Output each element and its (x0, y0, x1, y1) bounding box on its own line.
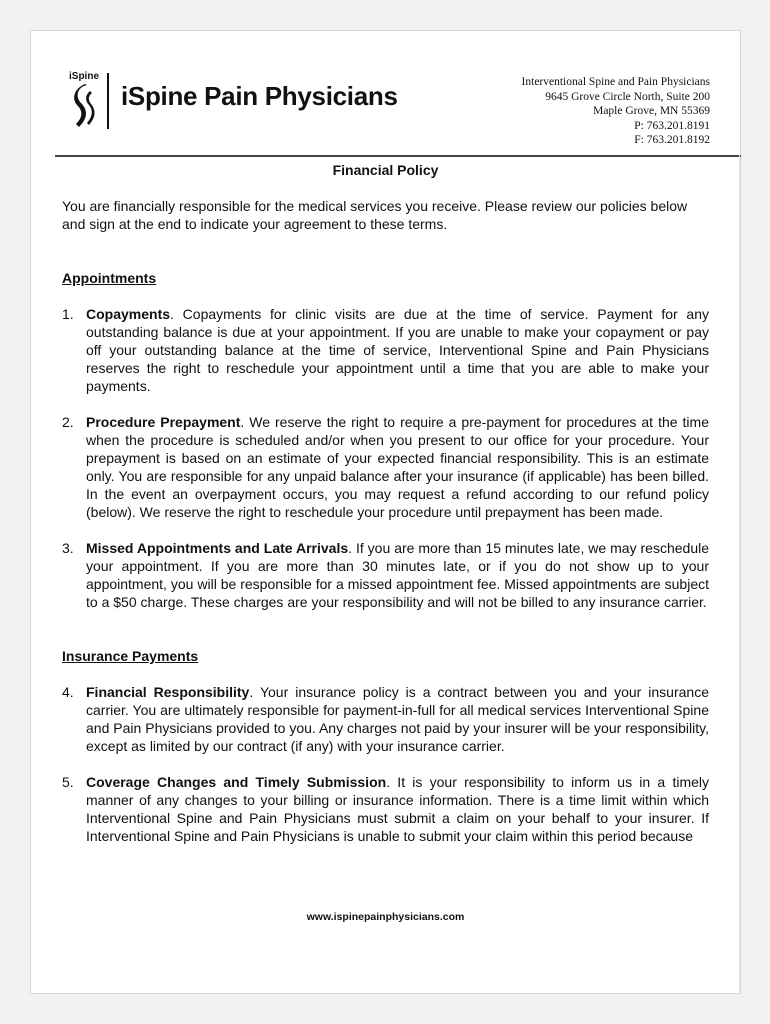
policy-item (62, 683, 709, 755)
footer-url: www.ispinepainphysicians.com (306, 911, 465, 923)
address-line: Interventional Spine and Pain Physicians (521, 76, 710, 88)
section-heading-appointments: Appointments (62, 270, 157, 286)
item-text: . Copayments for clinic visits are due at the time of service. Payment for any outstanding balance is due at your appointment. If you are unable to make your copayment or pay off your outstanding balance at the time of service, Interventional Spine and Pain Physicians reserves the right to reschedule your appointment until a time that you are able to make your payments. (86, 306, 709, 394)
item-text: . It is your responsibility to inform us in a timely manner of any changes to your billing or insurance information. There is a time limit within which Interventional Spine and Pain Physicians must submit a claim on your behalf to your insurer. If Interventional Spine and Pain Physicians is unable to submit your claim within this period because (86, 774, 710, 844)
item-number: 2. (62, 414, 74, 430)
logo-small-text: iSpine (69, 71, 100, 82)
spine-logo-icon (71, 83, 97, 129)
item-text: . Your insurance policy is a contract between you and your insurance carrier. You are ultimately responsible for payment-in-full for all medical services Interventional Spine and Pain Physicians provided to you. Any charges not paid by your insurer will be your responsibility, except as limited by our contract (if any) with your insurance carrier. (86, 684, 709, 754)
item-term: Financial Responsibility (86, 684, 250, 700)
logo-name: iSpine Pain Physicians (121, 81, 398, 111)
intro-paragraph: You are financially responsible for the medical services you receive. Please review our policies below and sign at the end to indicate your agreement to these terms. (62, 198, 688, 232)
item-number: 5. (62, 774, 74, 790)
policy-item (62, 539, 709, 611)
document-title: Financial Policy (332, 162, 439, 178)
item-number: 3. (62, 540, 74, 556)
item-text: . We reserve the right to require a pre-payment for procedures at the time when the procedure is scheduled and/or when you present to our office for your procedure. Your prepayment is based on an estimate of your expected financial responsibility. This is an estimate only. You are responsible for any unpaid balance after your insurance (if applicable) has been billed. In the event an overpayment occurs, you may request a refund according to our refund policy (below). We reserve the right to reschedule your procedure until prepayment has been made. (86, 414, 709, 520)
header-rule (55, 155, 741, 157)
logo (67, 71, 447, 131)
item-term: Missed Appointments and Late Arrivals (86, 540, 349, 556)
address-line: Maple Grove, MN 55369 (593, 105, 710, 117)
document-body (62, 197, 709, 845)
document-page (30, 30, 741, 994)
fax-line: F: 763.201.8192 (634, 134, 710, 146)
policy-item (62, 773, 709, 845)
phone-line: P: 763.201.8191 (634, 119, 710, 132)
address-line: 9645 Grove Circle North, Suite 200 (545, 90, 710, 103)
logo-divider (107, 73, 109, 129)
section-heading-insurance-payments: Insurance Payments (62, 648, 199, 664)
item-term: Procedure Prepayment (86, 414, 241, 430)
item-text: . If you are more than 15 minutes late, we may reschedule your appointment. If you are more than 30 minutes late, or if you do not show up to your appointment, you will be responsible for a missed appointment fee. Missed appointments are subject to a $50 charge. These charges are your responsibility and will not be billed to any insurance carrier. (86, 540, 710, 610)
margin-rule (739, 155, 740, 995)
item-term: Coverage Changes and Timely Submission (86, 774, 387, 790)
item-number: 4. (62, 684, 74, 700)
address-block (522, 75, 710, 148)
item-number: 1. (62, 306, 74, 322)
policy-item (62, 413, 709, 521)
policy-item (62, 305, 709, 395)
item-term: Copayments (86, 306, 171, 322)
